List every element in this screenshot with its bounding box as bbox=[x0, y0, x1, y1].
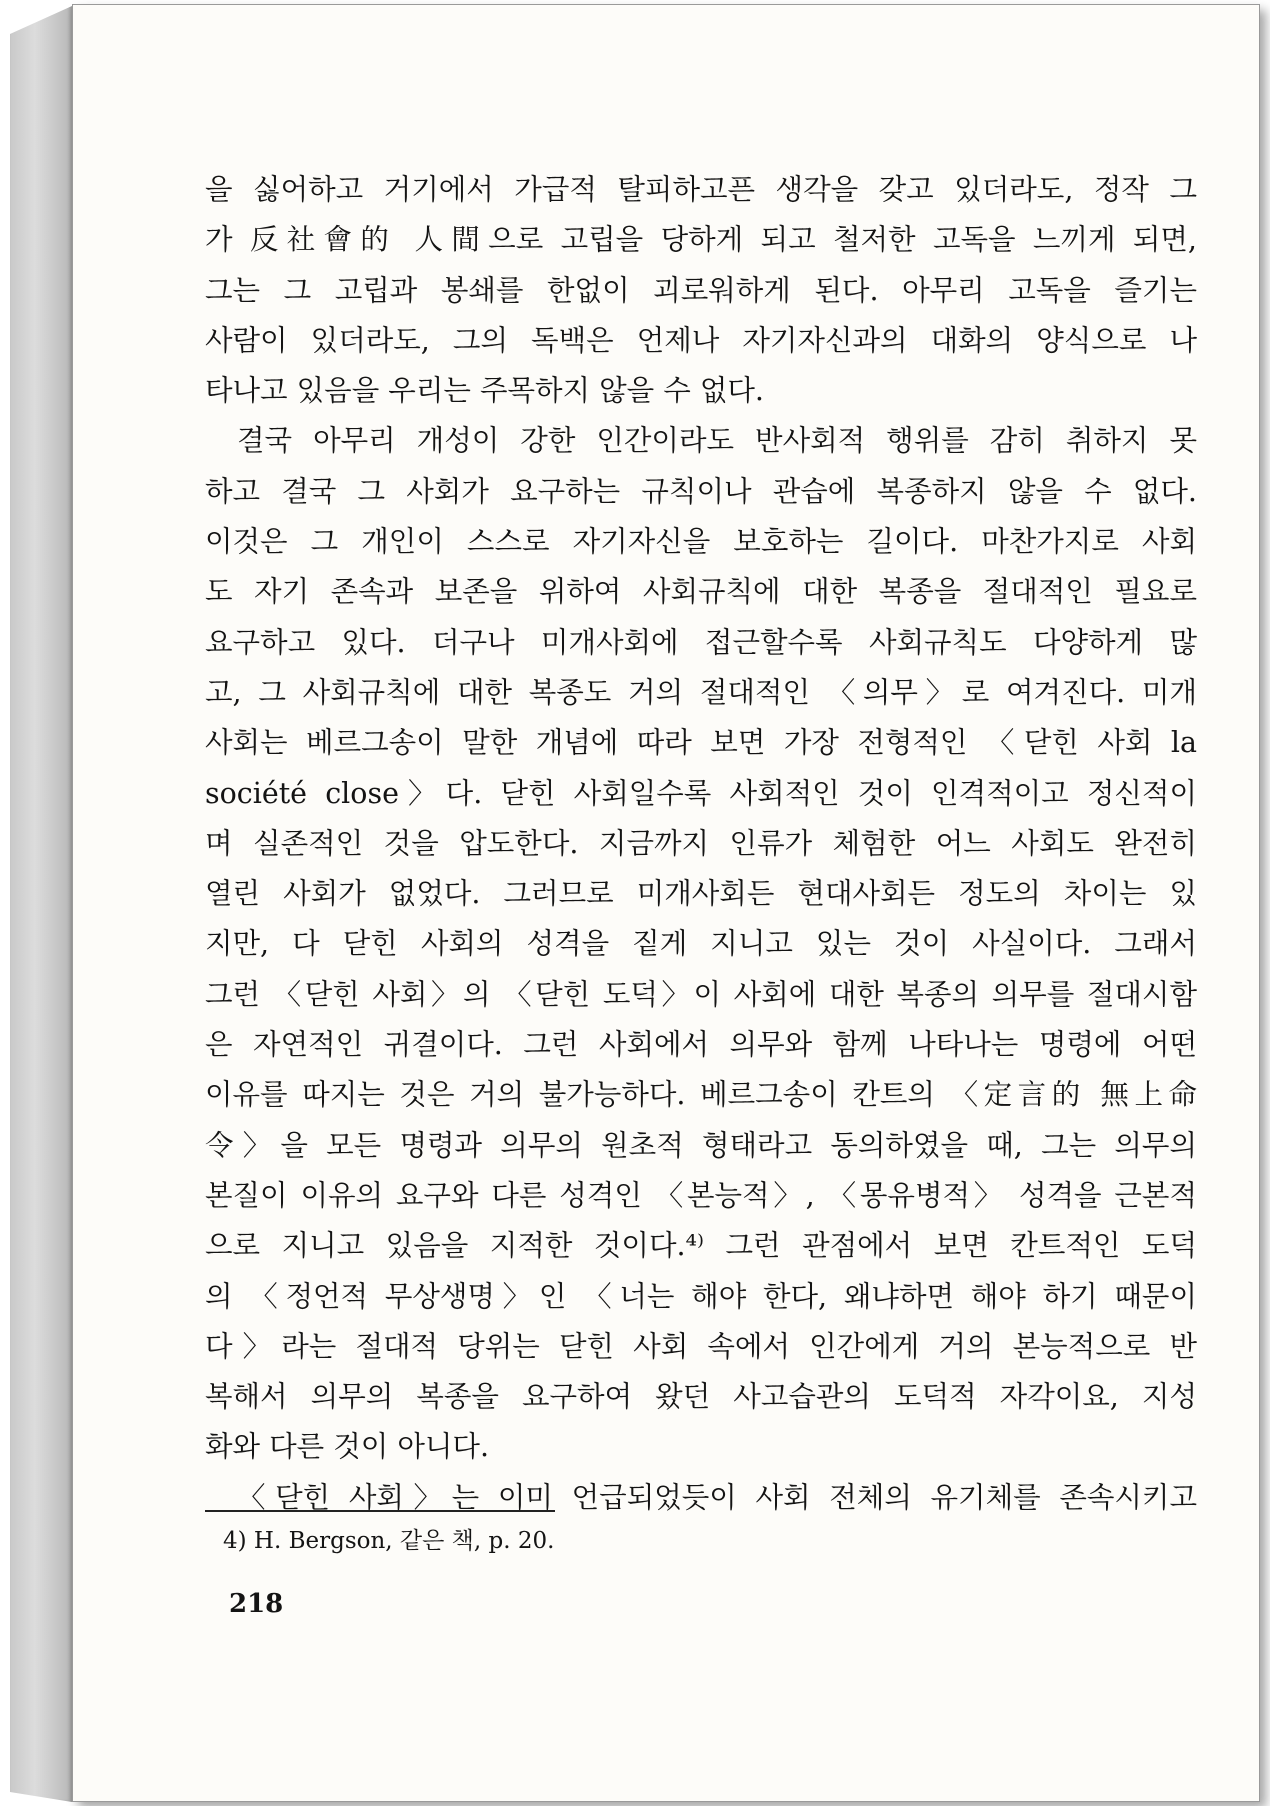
text-line: 이유를 따지는 것은 거의 불가능하다. 베르그송이 칸트의 〈定言的 無上命 bbox=[205, 1078, 1197, 1112]
text-line: 사회는 베르그송이 말한 개념에 따라 보면 가장 전형적인 〈닫힌 사회 la bbox=[205, 726, 1197, 760]
text-line: 도 자기 존속과 보존을 위하여 사회규칙에 대한 복종을 절대적인 필요로 bbox=[205, 575, 1197, 609]
text-line: 이것은 그 개인이 스스로 자기자신을 보호하는 길이다. 마찬가지로 사회 bbox=[205, 525, 1197, 559]
footnote: 4) H. Bergson, 같은 책, p. 20. bbox=[223, 1528, 555, 1554]
text-line: 하고 결국 그 사회가 요구하는 규칙이나 관습에 복종하지 않을 수 없다. bbox=[205, 474, 1197, 508]
text-line: 본질이 이유의 요구와 다른 성격인 〈본능적〉, 〈몽유병적〉 성격을 근본적 bbox=[205, 1178, 1197, 1212]
text-line: 복해서 의무의 복종을 요구하여 왔던 사고습관의 도덕적 자각이요, 지성 bbox=[205, 1380, 1197, 1414]
text-line: 으로 지니고 있음을 지적한 것이다.⁴⁾ 그런 관점에서 보면 칸트적인 도덕 bbox=[205, 1229, 1197, 1263]
text-line: 그런 〈닫힌 사회〉의 〈닫힌 도덕〉이 사회에 대한 복종의 의무를 절대시함 bbox=[205, 977, 1197, 1011]
text-line: 다〉라는 절대적 당위는 닫힌 사회 속에서 인간에게 거의 본능적으로 반 bbox=[205, 1329, 1197, 1363]
text-line: 그는 그 고립과 봉쇄를 한없이 괴로워하게 된다. 아무리 고독을 즐기는 bbox=[205, 273, 1197, 307]
book-spine-edge bbox=[10, 6, 72, 1802]
page-number: 218 bbox=[229, 1589, 284, 1619]
text-line: 타나고 있음을 우리는 주목하지 않을 수 없다. bbox=[205, 374, 764, 408]
book-page bbox=[72, 4, 1260, 1802]
text-line: 의 〈정언적 무상생명〉인 〈너는 해야 한다, 왜냐하면 해야 하기 때문이 bbox=[205, 1279, 1197, 1313]
text-line: société close〉다. 닫힌 사회일수록 사회적인 것이 인격적이고 정신적이 bbox=[205, 776, 1197, 810]
text-line: 고, 그 사회규칙에 대한 복종도 거의 절대적인 〈의무〉로 여겨진다. 미개 bbox=[205, 675, 1197, 709]
text-line: 결국 아무리 개성이 강한 인간이라도 반사회적 행위를 감히 취하지 못 bbox=[237, 424, 1197, 458]
text-line: 은 자연적인 귀결이다. 그런 사회에서 의무와 함께 나타나는 명령에 어떤 bbox=[205, 1028, 1197, 1062]
text-line: 을 싫어하고 거기에서 가급적 탈피하고픈 생각을 갖고 있더라도, 정작 그 bbox=[205, 173, 1197, 206]
text-line: 가 反社會的 人間으로 고립을 당하게 되고 철저한 고독을 느끼게 되면, bbox=[205, 223, 1197, 257]
text-line: 지만, 다 닫힌 사회의 성격을 짙게 지니고 있는 것이 사실이다. 그래서 bbox=[205, 927, 1197, 961]
text-line: 열린 사회가 없었다. 그러므로 미개사회든 현대사회든 정도의 차이는 있 bbox=[205, 877, 1197, 911]
body-text bbox=[205, 165, 1197, 1523]
text-line: 화와 다른 것이 아니다. bbox=[205, 1430, 490, 1464]
text-line: 令〉을 모든 명령과 의무의 원초적 형태라고 동의하였을 때, 그는 의무의 bbox=[205, 1128, 1197, 1162]
text-line: 〈닫힌 사회〉는 이미 언급되었듯이 사회 전체의 유기체를 존속시키고 bbox=[237, 1480, 1197, 1514]
text-line: 사람이 있더라도, 그의 독백은 언제나 자기자신과의 대화의 양식으로 나 bbox=[205, 323, 1197, 357]
text-line: 며 실존적인 것을 압도한다. 지금까지 인류가 체험한 어느 사회도 완전히 bbox=[205, 826, 1197, 860]
footnote-divider bbox=[205, 1510, 555, 1512]
text-line: 요구하고 있다. 더구나 미개사회에 접근할수록 사회규칙도 다양하게 많 bbox=[205, 625, 1197, 659]
